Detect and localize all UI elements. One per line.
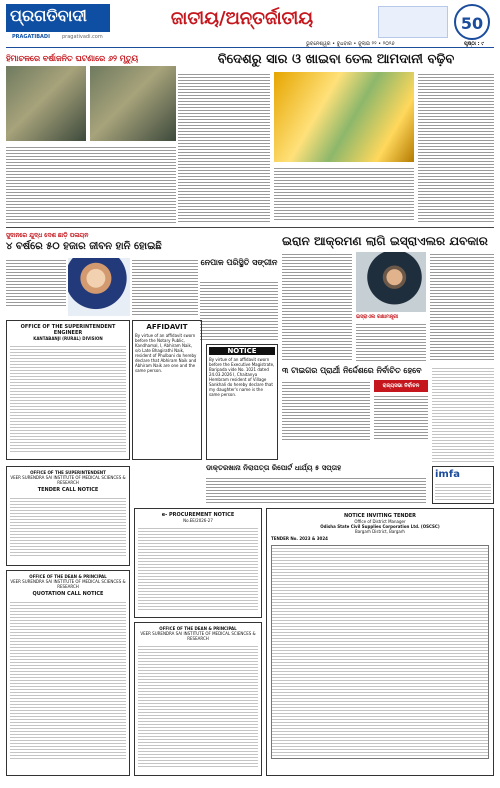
tender-notice (6, 320, 130, 460)
right-notice-strip (432, 366, 494, 462)
logo-sub: PRAGATIBADI (12, 34, 50, 40)
tender-call-body (10, 496, 126, 558)
notice-box (206, 344, 278, 460)
affidavit-body: By virtue of an affidavit sworn before the Notary Public, Kandhamal, I, Abhiram Naik, s/o Late Bhagirathi Naik, resident of Phulbani do hereby declare that Abhiram Naik and Abhiram Naik are one and the same person. (135, 333, 197, 373)
procurement-body (138, 526, 258, 612)
affidavit-notice (132, 320, 202, 460)
tender-number: TENDER No. 2023 & 3024 (271, 536, 328, 541)
inviting-org: Odisha State Civil Supplies Corporation Ltd. (OSCSC) (320, 524, 440, 529)
himachal-headline: ହିମାଚଳରେ ବର୍ଷାଜନିତ ଘଟଣାରେ ୬୨ ମୃତ୍ୟୁ (6, 54, 139, 63)
dean-office-2: OFFICE OF THE DEAN & PRINCIPAL (159, 626, 237, 631)
dean-body-2 (138, 644, 258, 768)
iran-caption: ଇସ୍ରାଏଲ ରକ୍ଷାମନ୍ତ୍ରୀ (356, 314, 399, 320)
dean-notice-2 (134, 622, 262, 776)
dean-college-2: VEER SURENDRA SAI INSTITUTE OF MEDICAL SCIENCES & RESEARCH (140, 631, 256, 641)
sudan-body-1 (6, 258, 66, 308)
tender-office-2: KANTABANJI (RURAL) DIVISION (33, 336, 103, 341)
procurement-notice (134, 508, 262, 618)
tiger-headline: ୩ ଟାଇଗର ପ୍ରାର୍ଥୀ ନିର୍ଦ୍ଦେଶରେ ନିର୍ବାଚିତ ହେବେ (282, 366, 422, 375)
sudan-kicker: ସୁଦାନରେ ଯୁଦ୍ଧ ଦେଶ ଛାଡ଼ି ପଳାୟନ (6, 232, 89, 239)
dean-notice (6, 570, 130, 776)
bottom-headline: ଡାକ୍ତରଖାନା ନିରାପତ୍ତା ରିପୋର୍ଟ ଧାର୍ଯ୍ୟ ୫ ସପ୍ତାହ (206, 464, 342, 472)
dean-college: VEER SURENDRA SAI INSTITUTE OF MEDICAL SCIENCES & RESEARCH (10, 579, 126, 589)
dean-office: OFFICE OF THE DEAN & PRINCIPAL (29, 574, 107, 579)
anniversary-mark: 50 (454, 4, 490, 40)
bottom-story (206, 476, 426, 504)
imports-body-1 (178, 72, 270, 222)
tiger-body-2 (374, 394, 428, 440)
imports-body-3 (418, 72, 494, 222)
tiger-banner: ରାଜ୍ୟସଭା ନିର୍ବାଚନ (374, 380, 428, 392)
sudan-photo (68, 258, 130, 316)
iran-body-3 (430, 252, 494, 362)
sup-office: OFFICE OF THE SUPERINTENDENT (30, 470, 106, 475)
nepal-body (200, 280, 278, 340)
masthead (6, 4, 494, 48)
tender-body (10, 344, 126, 452)
inviting-title: NOTICE INVITING TENDER (343, 513, 417, 519)
iran-body-1 (282, 252, 352, 362)
sudan-headline: ୪ ବର୍ଷରେ ୫୦ ହଜାର ଜୀବନ ହାନି ହୋଇଛି (6, 241, 162, 252)
quotation-title: QUOTATION CALL NOTICE (32, 591, 104, 597)
oil-photo (274, 72, 414, 162)
procurement-title: e- PROCUREMENT NOTICE (161, 512, 235, 518)
iran-headline: ଇରାନ ଆକ୍ରମଣ ଲାଗି ଇସ୍ରାଏଲର ଯବକାର (282, 234, 488, 248)
himachal-photo-1 (6, 66, 86, 141)
logo (6, 4, 110, 32)
superintendent-notice (6, 466, 130, 566)
logo-text: ପ୍ରଗତିବାଦୀ (10, 6, 87, 25)
iran-photo (356, 252, 426, 312)
page-number: ପୃଷ୍ଠା : ୯ (464, 41, 484, 47)
sudan-body-2 (132, 258, 198, 316)
quotation-body (10, 600, 126, 760)
iran-body-2 (356, 322, 426, 362)
imports-body-2 (274, 166, 414, 222)
affidavit-title: AFFIDAVIT (146, 323, 188, 331)
inviting-tender (266, 508, 494, 776)
himachal-photo-2 (90, 66, 176, 141)
imports-headline: ବିଦେଶରୁ ସାର ଓ ଖାଇବା ତେଲ ଆମଦାନୀ ବଢ଼ିବ (217, 52, 455, 67)
imfa-ad (432, 466, 494, 504)
tender-office: OFFICE OF THE SUPERINTENDENT ENGINEER (20, 324, 116, 336)
tender-call-title: TENDER CALL NOTICE (37, 487, 99, 493)
inviting-office: Office of District Manager (354, 519, 406, 524)
himachal-body (6, 145, 176, 223)
promo-box (378, 6, 448, 38)
masthead-rule (6, 47, 494, 48)
tiger-body-1 (282, 380, 370, 440)
nepal-headline: ନେପାଳ ପରିସ୍ଥିତି ସଙ୍ଗୀନ (200, 258, 278, 267)
imfa-body (435, 482, 491, 500)
inviting-sub: Bargarh District, Bargarh (355, 529, 405, 534)
sup-college: VEER SURENDRA SAI INSTITUTE OF MEDICAL SCIENCES & RESEARCH (10, 475, 126, 485)
section-rule-1 (6, 227, 494, 228)
website: pragativadi.com (62, 34, 103, 40)
imfa-logo: imfa (435, 469, 460, 480)
section-title: ଜାତୀୟ/ଅନ୍ତର୍ଜାତୀୟ (170, 8, 314, 29)
notice-body: By virtue of an affidavit sworn before the Executive Magistrate, Baripada vide No. 1021 dated 24.03.2026 I, Chaitanya Hembram resident of Village Sankhali do hereby declare that my daughter's name is the same person. (209, 357, 275, 397)
inviting-table (271, 545, 489, 759)
procurement-no: No.EE/2026-27 (183, 518, 213, 523)
notice-title: NOTICE (209, 347, 275, 355)
date-line: ଭୁବନେଶ୍ୱର • ବୁଧବାର • ଜୁଲାଇ ୨୨ • ୨୦୨୬ (306, 41, 395, 47)
